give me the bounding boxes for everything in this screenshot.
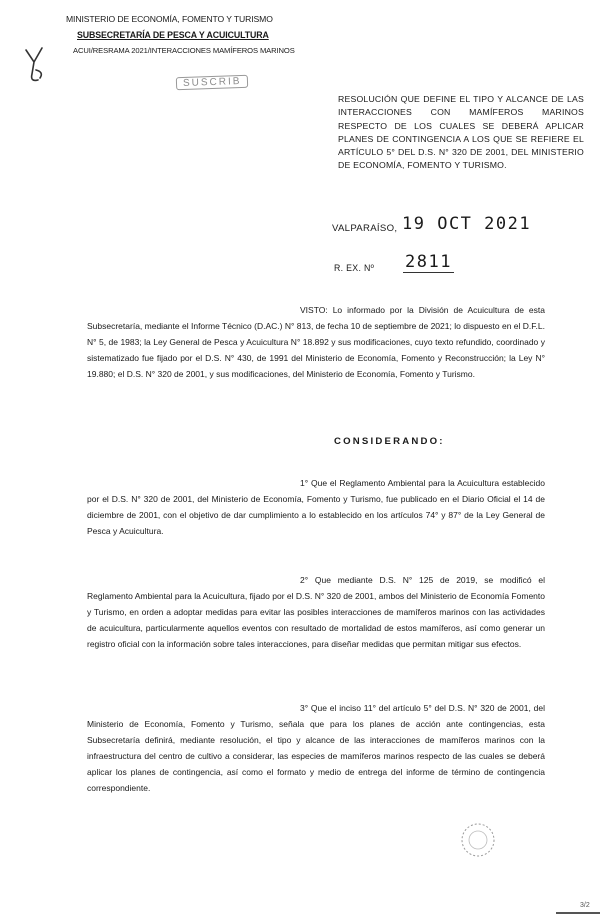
considerando-2: 2° Que mediante D.S. N° 125 de 2019, se modificó el Reglamento Ambiental para la Acuicultura, fijado por el D.S. N° 320 de 2001, ambos del Ministerio de Economía Fomento y Turismo, en orden a adoptar medidas para evitar las posibles interacciones de mamíferos marinos con las actividades de acuicultura, particularmente aquellos eventos con resultado de mortalidad de estos mamíferos, así como generar un registro oficial con la información sobre tales interacciones, para diseñar medidas que permitan mitigar sus efectos.	[87, 575, 545, 649]
rex-number: 2811	[405, 252, 452, 272]
considerando-3: 3° Que el inciso 11° del artículo 5° del D.S. N° 320 de 2001, del Ministerio de Economía, Fomento y Turismo, señala que para los planes de acción ante contingencias, esta Subsecretaría definirá, mediante resolución, el tipo y alcance de las interacciones de mamíferos marinos con la infraestructura del centro de cultivo a considerar, las especies de mamíferos marinos respecto de las cuales se deberá aplicar los planes de contingencia, así como el formato y medio de entrega del informe de término de contingencia correspondiente.	[87, 703, 545, 793]
visto-paragraph: VISTO: Lo informado por la División de Acuicultura de esta Subsecretaría, mediante el Informe Técnico (D.AC.) N° 813, de fecha 10 de septiembre de 2021; lo dispuesto en el D.F.L. N° 5, de 1983; la Ley General de Pesca y Acuicultura N° 18.892 y sus modificaciones, cuyo texto refundido, coordinado y sistematizado fue fijado por el D.S. N° 430, de 1991 del Ministerio de Economía, Fomento y Reconstrucción; la Ley N° 19.880; el D.S. N° 320 de 2001, y sus modificaciones, del Ministerio de Economía, Fomento y Turismo.	[87, 305, 545, 379]
received-stamp: SUSCRIB	[176, 75, 249, 91]
initials-signature	[20, 44, 50, 86]
edge-stamp: 3/2	[580, 902, 590, 909]
resolution-title: RESOLUCIÓN QUE DEFINE EL TIPO Y ALCANCE DE LAS INTERACCIONES CON MAMÍFEROS MARINOS RESPECTO DE LOS CUALES SE DEBERÁ APLICAR PLANES DE CONTINGENCIA A LOS QUE SE REFIERE EL ARTÍCULO 5° DEL D.S. N° 320 DE 2001, DEL MINISTERIO DE ECONOMÍA, FOMENTO Y TURISMO.	[338, 94, 584, 171]
considerando-1: 1° Que el Reglamento Ambiental para la Acuicultura establecido por el D.S. N° 320 de 2001, del Ministerio de Economía, Fomento y Turismo, fue publicado en el Diario Oficial el 14 de diciembre de 2001, con el objetivo de dar cumplimiento a lo establecido en los artículos 74° y 87° de la Ley General de Pesca y Acuicultura.	[87, 478, 545, 536]
ministry-name: MINISTERIO DE ECONOMÍA, FOMENTO Y TURISMO	[66, 14, 273, 24]
subsecretaria-name: SUBSECRETARÍA DE PESCA Y ACUICULTURA	[77, 30, 269, 40]
place-label: VALPARAÍSO,	[332, 223, 398, 234]
date-stamp: 19 OCT 2021	[402, 214, 532, 234]
bottom-edge-mark	[556, 912, 600, 914]
round-seal	[458, 820, 498, 860]
considerando-heading: CONSIDERANDO:	[334, 436, 445, 447]
rex-label: R. EX. Nº	[334, 263, 375, 273]
reference-code: ACUI/RESRAMA 2021/INTERACCIONES MAMÍFEROS MARINOS	[73, 46, 295, 55]
